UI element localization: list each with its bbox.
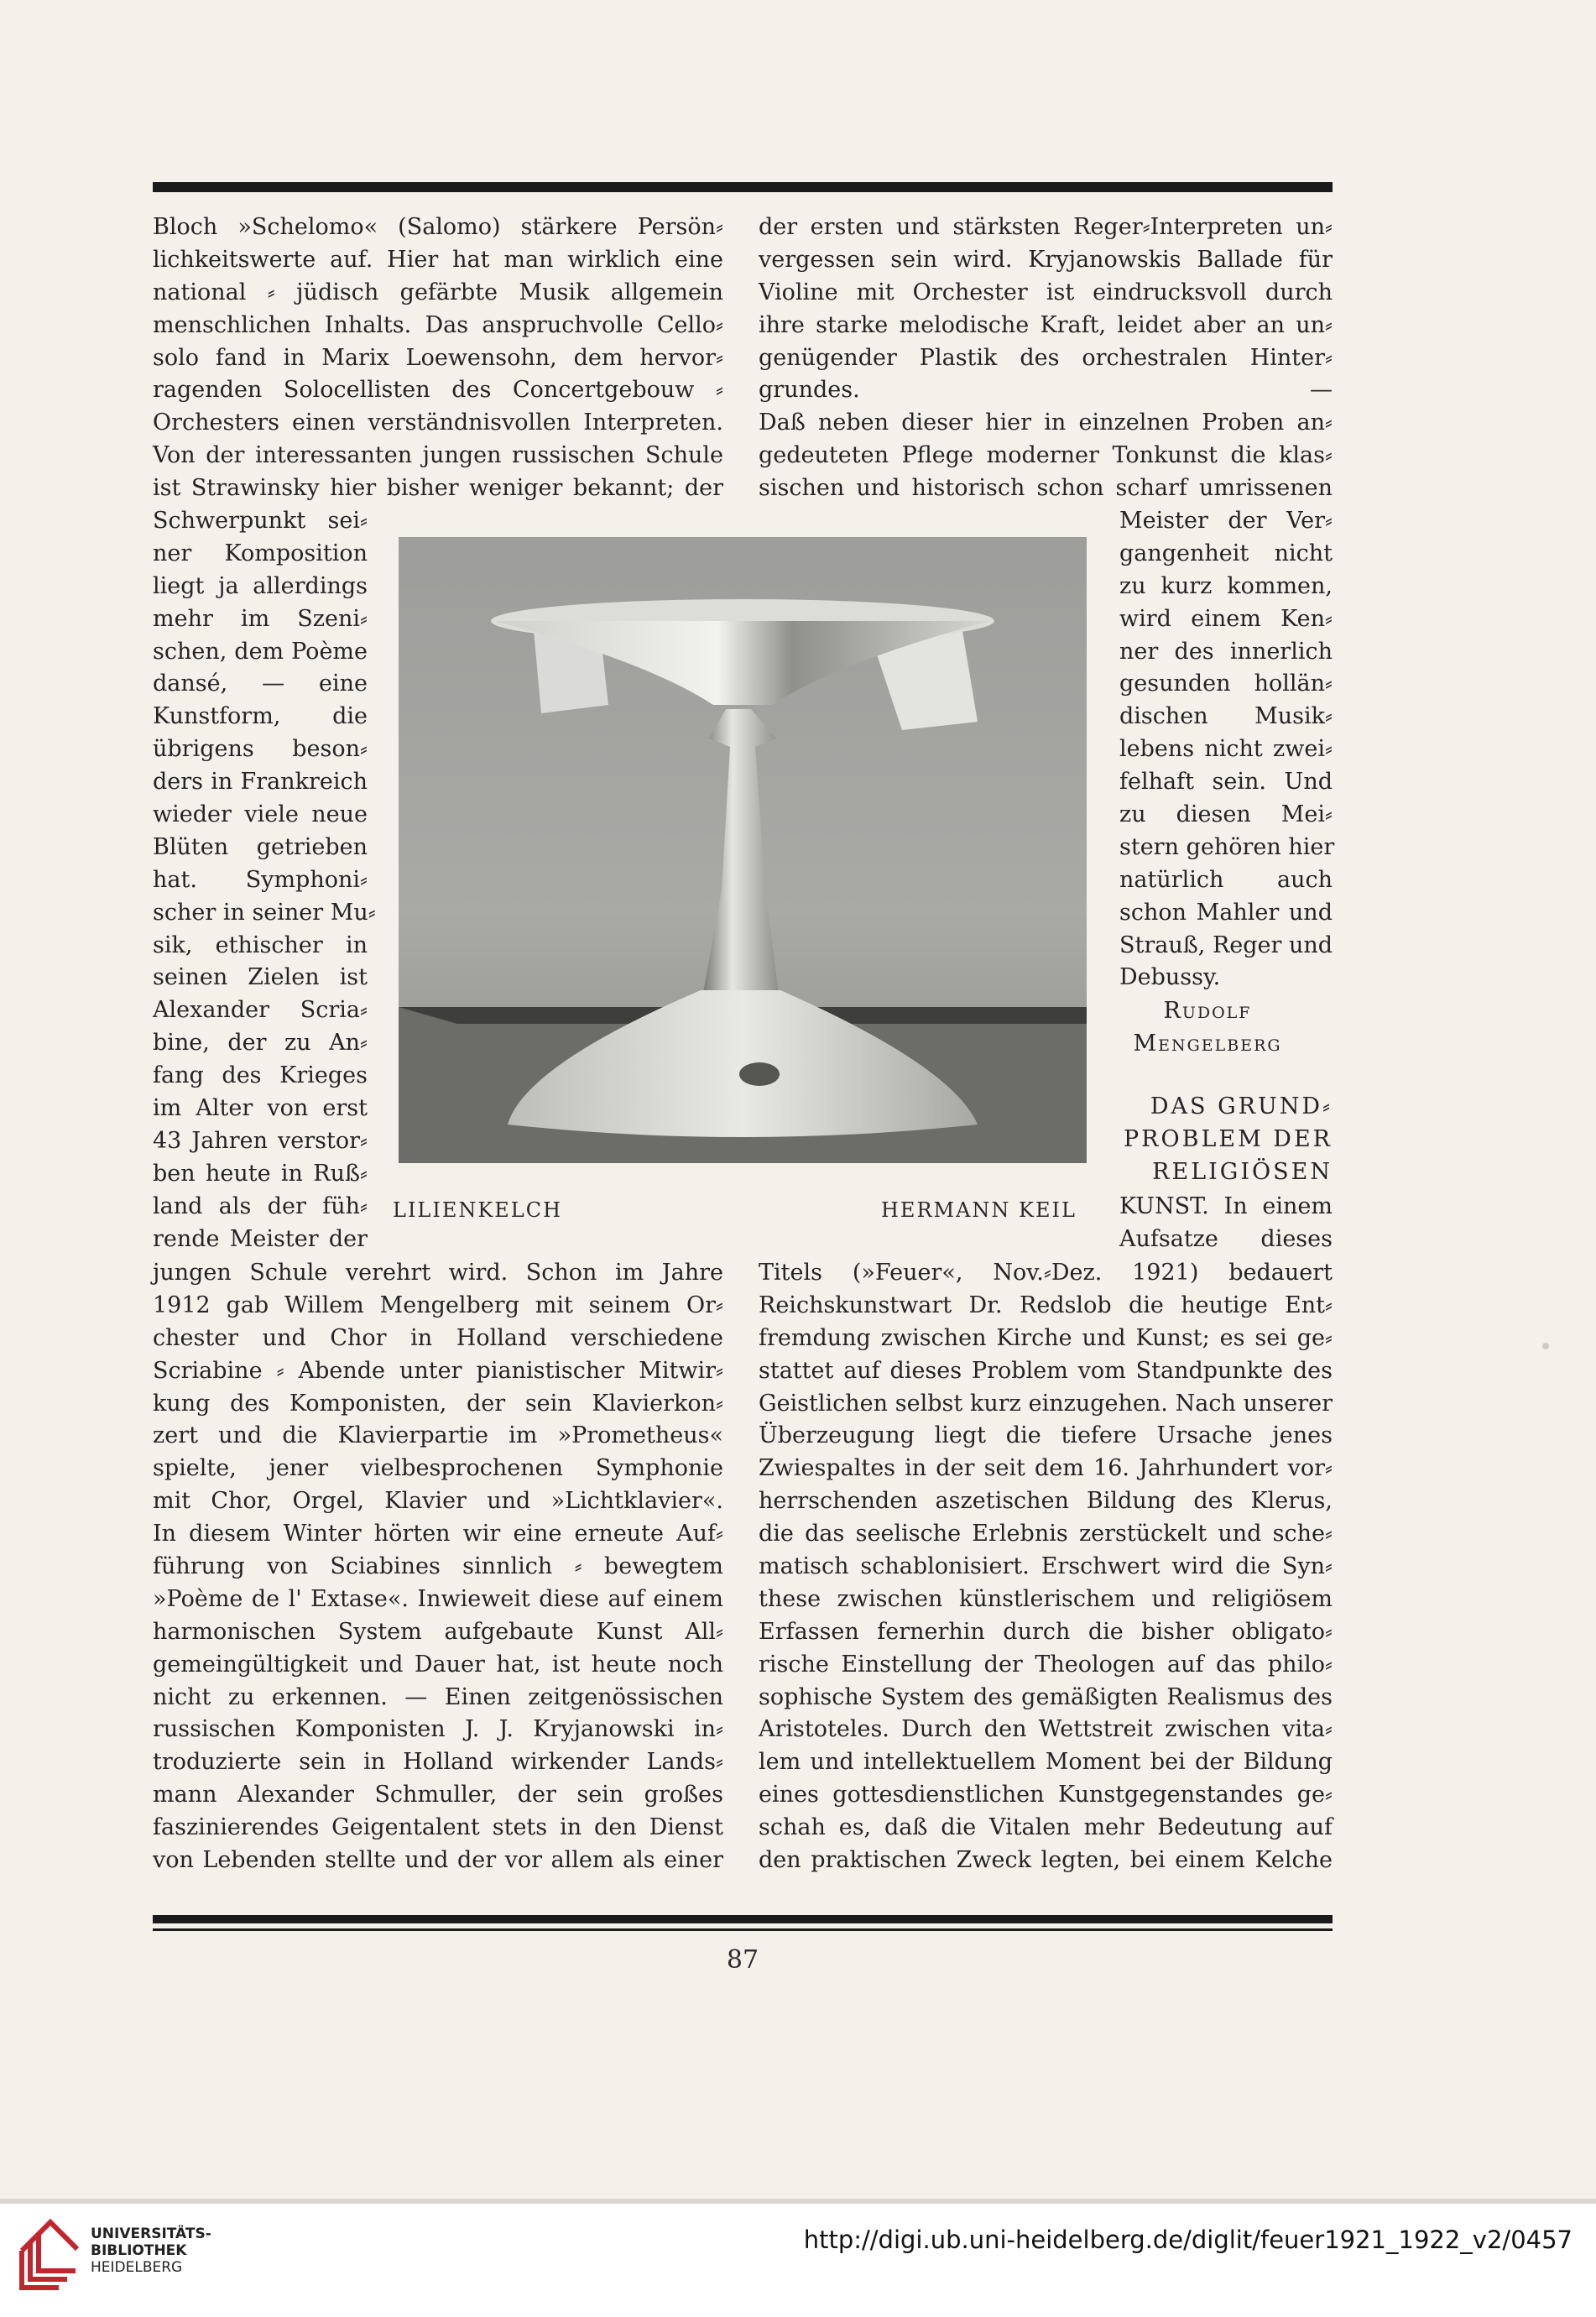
text-line: sik, ethischer in: [153, 931, 368, 958]
chalice-photo: [399, 537, 1087, 1163]
text-line: mit Chor, Orgel, Klavier und »Lichtklavier«.: [153, 1488, 723, 1515]
text-line: seinen Zielen ist: [153, 964, 368, 991]
figure-caption-title: LILIENKELCH: [393, 1198, 563, 1222]
text-line: wird einem Ken⸗: [1119, 605, 1333, 632]
page-edge: [0, 2199, 1596, 2204]
right-column-bottom: [759, 1257, 1333, 1877]
text-line: Kunstform, die: [153, 703, 368, 730]
text-line: Alexander Scria⸗: [153, 997, 368, 1024]
text-line: troduzierte sein in Holland wirkender Lands⸗: [153, 1749, 723, 1776]
text-line: Überzeugung liegt die tiefere Ursache jenes: [759, 1422, 1333, 1449]
text-line: Aristoteles. Durch den Wettstreit zwischen vita⸗: [759, 1716, 1333, 1743]
page-number: 87: [726, 1945, 759, 1975]
text-line: Strauß, Reger und: [1119, 931, 1333, 958]
text-line: Orchesters einen verständnisvollen Interpreten.: [153, 410, 723, 436]
left-column-wrap: [153, 505, 376, 1255]
text-line: lebens nicht zwei⸗: [1119, 736, 1333, 763]
text-line: Erfassen fernerhin durch die bisher obligato⸗: [759, 1618, 1333, 1645]
text-line: Rudolf: [1163, 998, 1252, 1024]
text-line: ihre starke melodische Kraft, leidet aber an un⸗: [759, 311, 1333, 338]
text-line: faszinierendes Geigentalent stets in den Dienst: [153, 1814, 723, 1841]
text-line: zu diesen Mei⸗: [1119, 801, 1333, 828]
text-line: Zwiespaltes in der seit dem 16. Jahrhundert vor⸗: [759, 1455, 1333, 1482]
text-line: ist Strawinsky hier bisher weniger bekannt; der: [153, 475, 723, 502]
paper-speck: [1542, 1343, 1549, 1349]
left-column-bottom: [153, 1257, 723, 1877]
text-line: KUNST. In einem: [1119, 1193, 1333, 1219]
text-line: gemeingültigkeit und Dauer hat, ist heute noch: [153, 1651, 723, 1678]
text-line: »Poème de l' Extase«. Inwieweit diese auf einem: [153, 1585, 723, 1612]
left-column-top: [153, 211, 723, 505]
text-line: In diesem Winter hörten wir eine erneute Auf⸗: [153, 1521, 723, 1547]
text-line: stattet auf dieses Problem vom Standpunkte des: [759, 1357, 1333, 1384]
text-line: nicht zu erkennen. — Einen zeitgenössischen: [153, 1683, 723, 1710]
text-line: rische Einstellung der Theologen auf das philo⸗: [759, 1651, 1333, 1678]
text-line: solo fand in Marix Loewensohn, dem hervor⸗: [153, 344, 723, 371]
text-line: von Lebenden stellte und der vor allem als einer: [153, 1847, 723, 1874]
text-line: felhaft sein. Und: [1119, 769, 1333, 796]
top-rule: [153, 182, 1333, 192]
text-line: mann Alexander Schmuller, der sein großes: [153, 1782, 723, 1808]
text-line: Titels (»Feuer«, Nov.⸗Dez. 1921) bedauert: [759, 1260, 1333, 1286]
text-line: Scriabine ⸗ Abende unter pianistischer Mitwir⸗: [153, 1357, 723, 1384]
text-line: Geistlichen selbst kurz einzugehen. Nach unserer: [759, 1390, 1333, 1417]
right-column-wrap: [1119, 505, 1333, 994]
text-line: die das seelische Erlebnis zerstückelt und sche⸗: [759, 1521, 1333, 1547]
text-line: gedeuteten Pflege moderner Tonkunst die klas⸗: [759, 442, 1333, 469]
text-line: ders in Frankreich: [153, 769, 368, 796]
text-line: herrschenden aszetischen Bildung des Klerus,: [759, 1488, 1333, 1515]
text-line: Reichskunstwart Dr. Redslob die heutige Ent⸗: [759, 1292, 1333, 1318]
text-line: sophische System des gemäßigten Realismus des: [759, 1683, 1333, 1710]
text-line: liegt ja allerdings: [153, 572, 368, 599]
text-line: menschlichen Inhalts. Das anspruchvolle Cello⸗: [153, 311, 723, 338]
text-line: vergessen sein wird. Kryjanowskis Ballade für: [759, 246, 1333, 273]
text-line: mehr im Szeni⸗: [153, 605, 368, 632]
text-line: wieder viele neue: [153, 801, 368, 828]
text-line: im Alter von erst: [153, 1095, 368, 1122]
text-line: Debussy.: [1119, 964, 1221, 991]
text-line: ner Komposition: [153, 540, 368, 566]
text-line: fang des Krieges: [153, 1062, 368, 1089]
text-line: Meister der Ver⸗: [1119, 508, 1333, 534]
text-line: these zwischen künstlerischem und religiösem: [759, 1585, 1333, 1612]
text-line: harmonischen System aufgebaute Kunst All⸗: [153, 1618, 723, 1645]
text-line: grundes. —: [759, 377, 1333, 404]
text-line: schah es, daß die Vitalen mehr Bedeutung auf: [759, 1814, 1333, 1841]
university-library-logo[interactable]: [17, 2217, 82, 2291]
text-line: übrigens beson⸗: [153, 736, 368, 763]
section-heading: [1082, 1091, 1333, 1189]
library-name-line-1: UNIVERSITÄTS-: [91, 2226, 211, 2242]
library-name[interactable]: [91, 2226, 211, 2276]
text-line: kung des Komponisten, der sein Klavierkon⸗: [153, 1390, 723, 1417]
text-line: Daß neben dieser hier in einzelnen Proben an⸗: [759, 410, 1333, 436]
text-line: stern gehören hier: [1119, 833, 1335, 860]
text-line: spielte, jener vielbesprochenen Symphonie: [153, 1455, 723, 1482]
text-line: DAS GRUND⸗: [1150, 1093, 1333, 1119]
text-line: matisch schablonisiert. Erschwert wird die Syn⸗: [759, 1553, 1333, 1580]
text-line: der ersten und stärksten Reger⸗Interpreten un⸗: [759, 214, 1333, 240]
text-line: Schwerpunkt sei⸗: [153, 508, 368, 534]
text-line: 1912 gab Willem Mengelberg mit seinem Or⸗: [153, 1292, 723, 1318]
text-line: gesunden hollän⸗: [1119, 671, 1333, 697]
foot-emblem: [739, 1062, 780, 1086]
text-line: scher in seiner Mu⸗: [153, 899, 376, 926]
text-line: gangenheit nicht: [1119, 540, 1333, 566]
text-line: sischen und historisch schon scharf umrissenen: [759, 475, 1333, 502]
text-line: Violine mit Orchester ist eindrucksvoll durch: [759, 279, 1333, 305]
text-line: lem und intellektuellem Moment bei der Bildung: [759, 1749, 1333, 1776]
text-line: rende Meister der: [153, 1225, 368, 1252]
text-line: land als der füh⸗: [153, 1192, 368, 1219]
text-line: zert und die Klavierpartie im »Prometheus«: [153, 1422, 723, 1449]
bottom-rule-thin: [153, 1928, 1333, 1931]
right-column-top: [759, 211, 1333, 505]
text-line: RELIGIÖSEN: [1152, 1158, 1333, 1185]
text-line: zu kurz kommen,: [1119, 572, 1333, 599]
text-line: den praktischen Zweck legten, bei einem Kelche: [759, 1847, 1333, 1874]
text-line: dansé, — eine: [153, 671, 368, 697]
text-line: schon Mahler und: [1119, 899, 1333, 926]
text-line: ragenden Solocellisten des Concertgebouw ⸗: [153, 377, 723, 404]
text-line: lichkeitswerte auf. Hier hat man wirklich eine: [153, 246, 723, 273]
text-line: genügender Plastik des orchestralen Hinter⸗: [759, 344, 1333, 371]
heading-tail: [1119, 1191, 1333, 1256]
article-author: [1082, 995, 1333, 1061]
text-line: dischen Musik⸗: [1119, 703, 1333, 730]
library-name-line-2: BIBLIOTHEK: [91, 2242, 187, 2259]
text-line: führung von Sciabines sinnlich ⸗ bewegtem: [153, 1553, 723, 1580]
text-line: bine, der zu An⸗: [153, 1030, 368, 1057]
text-line: Blüten getrieben: [153, 833, 368, 860]
text-line: ner des innerlich: [1119, 638, 1333, 665]
text-line: schen, dem Poème: [153, 638, 368, 665]
text-line: Bloch »Schelomo« (Salomo) stärkere Persön⸗: [153, 214, 723, 240]
text-line: 43 Jahren verstor⸗: [153, 1127, 368, 1154]
text-line: Aufsatze dieses: [1119, 1225, 1333, 1252]
text-line: national ⸗ jüdisch gefärbte Musik allgemein: [153, 279, 723, 305]
text-line: hat. Symphoni⸗: [153, 866, 368, 893]
bottom-rule-thick: [153, 1915, 1333, 1923]
source-url-link[interactable]: http://digi.ub.uni-heidelberg.de/diglit/feuer1921_1922_v2/0457: [803, 2226, 1573, 2254]
text-line: Mengelberg: [1133, 1030, 1282, 1057]
text-line: Von der interessanten jungen russischen Schule: [153, 442, 723, 469]
text-line: chester und Chor in Holland verschiedene: [153, 1324, 723, 1351]
library-name-line-3: HEIDELBERG: [91, 2259, 183, 2276]
figure-caption-artist: HERMANN KEIL: [881, 1198, 1077, 1222]
text-line: jungen Schule verehrt wird. Schon im Jahre: [153, 1260, 723, 1286]
text-line: natürlich auch: [1119, 866, 1333, 893]
text-line: fremdung zwischen Kirche und Kunst; es sei ge⸗: [759, 1324, 1333, 1351]
text-line: eines gottesdienstlichen Kunstgegenstandes ge⸗: [759, 1782, 1333, 1808]
text-line: PROBLEM DER: [1123, 1125, 1333, 1152]
text-line: russischen Komponisten J. J. Kryjanowski in⸗: [153, 1716, 723, 1743]
text-line: ben heute in Ruß⸗: [153, 1160, 368, 1187]
